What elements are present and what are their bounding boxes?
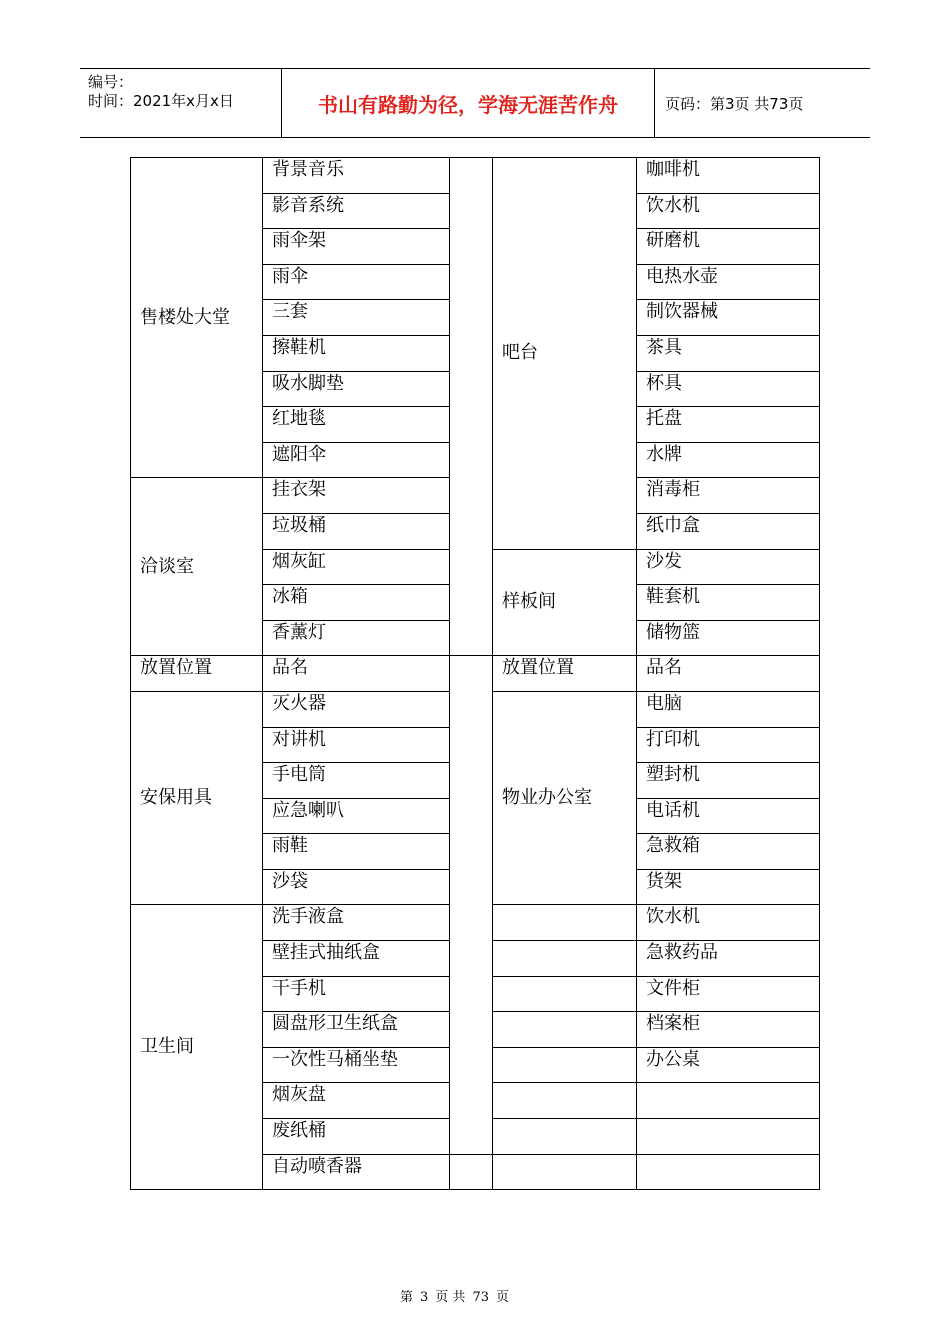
- item-cell: 急救箱: [637, 834, 820, 870]
- header-cell: 品名: [637, 656, 820, 692]
- item-cell: 红地毯: [263, 407, 450, 443]
- page-footer: [0, 1286, 950, 1305]
- item-cell: 雨伞架: [263, 229, 450, 265]
- item-cell: 遮阳伞: [263, 442, 450, 478]
- item-cell: 沙袋: [263, 869, 450, 905]
- item-cell: 烟灰盘: [263, 1083, 450, 1119]
- item-cell: 香薰灯: [263, 620, 450, 656]
- empty-cell: [637, 1083, 820, 1119]
- item-cell: 灭火器: [263, 691, 450, 727]
- spacer-cell: [450, 656, 493, 1154]
- item-cell: 制饮器械: [637, 300, 820, 336]
- empty-cell: [493, 1012, 637, 1048]
- item-cell: 影音系统: [263, 193, 450, 229]
- empty-cell: [493, 1154, 637, 1190]
- item-cell: 一次性马桶坐垫: [263, 1047, 450, 1083]
- item-cell: 茶具: [637, 335, 820, 371]
- item-cell: 烟灰缸: [263, 549, 450, 585]
- item-cell: 擦鞋机: [263, 335, 450, 371]
- item-cell: 自动喷香器: [263, 1154, 450, 1190]
- item-cell: 壁挂式抽纸盒: [263, 941, 450, 977]
- item-cell: 电脑: [637, 691, 820, 727]
- item-cell: 电话机: [637, 798, 820, 834]
- footer-page-number: 3: [420, 1290, 429, 1305]
- empty-cell: [493, 941, 637, 977]
- header-cell: 放置位置: [131, 656, 263, 692]
- item-cell: 档案柜: [637, 1012, 820, 1048]
- header-cell: 品名: [263, 656, 450, 692]
- item-cell: 雨伞: [263, 264, 450, 300]
- empty-cell: [493, 976, 637, 1012]
- place-cell: 物业办公室: [493, 691, 637, 905]
- footer-prefix: 第: [400, 1290, 414, 1305]
- item-cell: 急救药品: [637, 941, 820, 977]
- footer-total-pages: 73: [472, 1290, 489, 1305]
- item-cell: 干手机: [263, 976, 450, 1012]
- item-cell: 废纸桶: [263, 1119, 450, 1155]
- item-cell: 托盘: [637, 407, 820, 443]
- item-cell: 背景音乐: [263, 158, 450, 194]
- page-header: [80, 68, 870, 138]
- item-cell: 吸水脚垫: [263, 371, 450, 407]
- item-cell: 咖啡机: [637, 158, 820, 194]
- item-cell: 电热水壶: [637, 264, 820, 300]
- item-cell: 塑封机: [637, 763, 820, 799]
- empty-cell: [637, 1119, 820, 1155]
- item-cell: 文件柜: [637, 976, 820, 1012]
- place-cell: 洽谈室: [131, 478, 263, 656]
- item-cell: 货架: [637, 869, 820, 905]
- place-cell: 卫生间: [131, 905, 263, 1190]
- empty-cell: [493, 1083, 637, 1119]
- item-cell: 手电筒: [263, 763, 450, 799]
- date-label: 时间：2021年x月x日: [88, 92, 234, 110]
- item-cell: 垃圾桶: [263, 513, 450, 549]
- motto: 书山有路勤为径，学海无涯苦作舟: [282, 69, 655, 137]
- place-cell: 安保用具: [131, 691, 263, 905]
- item-cell: 饮水机: [637, 193, 820, 229]
- number-label: 编号：: [88, 73, 134, 91]
- item-cell: 圆盘形卫生纸盒: [263, 1012, 450, 1048]
- item-cell: 三套: [263, 300, 450, 336]
- place-cell: 样板间: [493, 549, 637, 656]
- item-cell: 水牌: [637, 442, 820, 478]
- empty-cell: [493, 905, 637, 941]
- spacer-cell: [450, 158, 493, 656]
- item-cell: 饮水机: [637, 905, 820, 941]
- empty-cell: [493, 1119, 637, 1155]
- item-cell: 沙发: [637, 549, 820, 585]
- item-cell: 雨鞋: [263, 834, 450, 870]
- item-cell: 研磨机: [637, 229, 820, 265]
- page-info: 页码：第3页 共73页: [665, 95, 804, 113]
- item-cell: 杯具: [637, 371, 820, 407]
- header-cell: 放置位置: [493, 656, 637, 692]
- item-cell: 储物篮: [637, 620, 820, 656]
- table-header-row: [131, 656, 820, 692]
- item-cell: 应急喇叭: [263, 798, 450, 834]
- header-info-cell: [80, 69, 282, 137]
- place-cell: 售楼处大堂: [131, 158, 263, 478]
- footer-suffix: 页: [495, 1290, 509, 1305]
- empty-cell: [637, 1154, 820, 1190]
- item-cell: 鞋套机: [637, 585, 820, 621]
- item-cell: 办公桌: [637, 1047, 820, 1083]
- item-cell: 打印机: [637, 727, 820, 763]
- place-cell: 吧台: [493, 158, 637, 550]
- item-cell: 纸巾盒: [637, 513, 820, 549]
- item-cell: 洗手液盒: [263, 905, 450, 941]
- item-cell: 对讲机: [263, 727, 450, 763]
- inventory-table: [130, 157, 820, 1190]
- footer-mid: 页 共: [435, 1290, 466, 1305]
- table-row: [131, 158, 820, 194]
- item-cell: 消毒柜: [637, 478, 820, 514]
- empty-cell: [493, 1047, 637, 1083]
- empty-cell: [450, 1154, 493, 1190]
- item-cell: 冰箱: [263, 585, 450, 621]
- item-cell: 挂衣架: [263, 478, 450, 514]
